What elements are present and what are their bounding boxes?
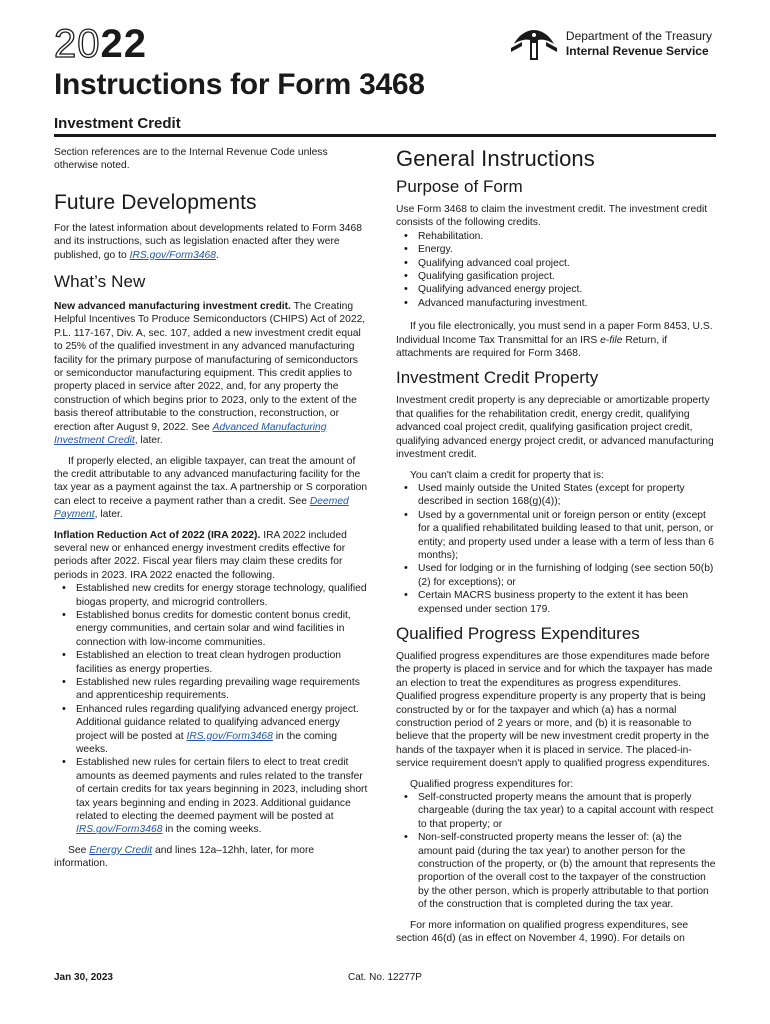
election-paragraph: [54, 455, 369, 522]
adv-text: The Creating Helpful Incentives To Produce Semiconductors (CHIPS) Act of 2022, P.L. 117-167, Div. A, sec. 107, added a new investment credit equal to 25% of the qualified investment in any advanced manufacturing facility for the primary purpose of manufacturing of semiconductors or semiconductor manufacturing equipment. This credit applies to property placed in service after 2022, and, for any property the construction of which begins prior to 2023, only to the extent of the basis thereof attributable to the construction, reconstruction, or erection after August 9, 2022. See: [54, 301, 366, 433]
header-divider: [54, 134, 716, 137]
b6-text: Established new rules for certain filers to elect to treat credit amounts as deemed payments and rules related to the transfer of certain credits for tax years beginning in 2023, including short tax years beginning and ending in 2023. Additional guidance related to electing the deemed payment will be posted at: [76, 757, 368, 823]
advanced-manufacturing-link[interactable]: Advanced Manufacturing Investment Credit: [54, 421, 327, 447]
year-outline-digits: 20: [54, 22, 101, 66]
future-developments-paragraph: [54, 222, 369, 262]
form3468-link[interactable]: IRS.gov/Form3468: [129, 249, 216, 261]
list-item: • Established bonus credits for domestic content bonus credit, energy communities, and certain solar and wind facilities in connection with low-income communities.: [54, 609, 369, 649]
qpe-paragraph: Qualified progress expenditures are those expenditures made before the property is placed in service and for which the taxpayer has made an election to treat the expenditures as progress expenditures. Qualified progress expenditure property is any property that is being constructed by or for the taxpayer and which (a) has a normal construction period of 2 years or more, and (b) it is reasonable to believe that the property will be new investment credit property in the hands of the taxpayer when it is placed in service. The placed-in-service requirement doesn't apply to qualified progress expenditures.: [396, 650, 713, 770]
list-item: • Energy.: [396, 243, 716, 256]
b5-tail: in the coming weeks.: [76, 730, 337, 756]
icp-paragraph: Investment credit property is any depreciable or amortizable property that qualifies for the rehabilitation credit, energy credit, qualifying advanced coal project credit, qualifying gasification project credit, qualifying advanced energy project credit, or advanced manufacturing investment credit.: [396, 395, 714, 461]
form3468-link-2[interactable]: IRS.gov/Form3468: [186, 730, 273, 742]
irs-eagle-logo-icon: [508, 22, 560, 66]
left-column: [54, 146, 369, 878]
list-item: • Established an election to treat clean hydrogen production facilities as energy properties.: [54, 649, 369, 676]
energy-credit-link[interactable]: Energy Credit: [89, 844, 153, 856]
list-item: • Self-constructed property means the amount that is properly chargeable (during the tax year) to a capital account with respect to that property; or: [396, 791, 716, 831]
future-developments-heading: Future Developments: [54, 190, 257, 214]
future-text: For the latest information about developments related to Form 3468 and its instructions, such as legislation enacted after they were published, go to: [54, 222, 362, 261]
cant-claim-list: [396, 482, 716, 616]
cant-claim-paragraph: You can't claim a credit for property that is:: [410, 469, 604, 481]
list-item: • Used for lodging or in the furnishing of lodging (see section 50(b)(2) for exceptions); or: [396, 562, 716, 589]
list-item: • Certain MACRS business property to the extent it has been expensed under section 179.: [396, 589, 716, 616]
intro-paragraph: Section references are to the Internal Revenue Code unless otherwise noted.: [54, 147, 328, 172]
qpe-for-paragraph: Qualified progress expenditures for:: [410, 778, 574, 790]
general-instructions-heading: General Instructions: [396, 146, 595, 171]
form-year: [54, 22, 147, 66]
purpose-of-form-heading: Purpose of Form: [396, 177, 523, 196]
efile-paragraph: [396, 320, 716, 360]
list-item: • Used by a governmental unit or foreign person or entity (except for a qualified rehabilitated building leased to that unit, person, or entity; and property used under a lease with a term of less than 6 months);: [396, 509, 716, 563]
whats-new-heading: What’s New: [54, 272, 146, 292]
list-item: • Established new rules regarding prevailing wage requirements and apprenticeship requirements.: [54, 676, 369, 703]
b6-tail: in the coming weeks.: [162, 824, 262, 836]
list-item: • Rehabilitation.: [396, 230, 716, 243]
qpe-list: [396, 791, 716, 912]
right-column: [396, 146, 716, 953]
see-energy-credit-paragraph: [54, 844, 369, 871]
page-title: Instructions for Form 3468: [54, 68, 425, 101]
advanced-manufacturing-paragraph: [54, 300, 369, 447]
agency-department: Department of the Treasury: [565, 29, 712, 43]
purpose-paragraph: Use Form 3468 to claim the investment credit. The investment credit consists of the following credits.: [396, 204, 708, 229]
list-item: • Qualifying advanced coal project.: [396, 257, 716, 270]
ira-text: IRA 2022 included several new or enhanced energy investment credits effective for periods after 2022. Fiscal year filers may claim these credits for periods in 2023. IRA 2022 enacted the following.: [54, 529, 347, 581]
see-tail: and lines 12a–12hh, later, for more information.: [54, 844, 315, 870]
efile-pre: If you file electronically, you must send in a paper Form 8453, U.S. Individual Income Tax Transmittal for an IRS: [396, 321, 713, 346]
list-item: [54, 703, 369, 757]
list-item: • Non-self-constructed property means the lesser of: (a) the amount paid (during the tax year) to another person for the construction of the property, or (b) the amount that represents the proportion of the overall cost to the taxpayer of the construction by the other person, which is properly attributable to that portion of the construction that is completed during the tax year.: [396, 831, 716, 911]
ira-paragraph: [54, 529, 369, 583]
list-item: • Used mainly outside the United States (except for property described in section 168(g)(4));: [396, 482, 716, 509]
list-item: • Established new credits for energy storage technology, qualified biogas property, and microgrid controllers.: [54, 582, 369, 609]
elect-tail: , later.: [94, 509, 123, 521]
list-item: • Advanced manufacturing investment.: [396, 297, 716, 310]
advanced-manufacturing-runin: New advanced manufacturing investment credit.: [54, 301, 291, 313]
ira-runin: Inflation Reduction Act of 2022 (IRA 2022).: [54, 529, 261, 541]
elect-text: If properly elected, an eligible taxpayer, can treat the amount of the credit attributable to any advanced manufacturing facility for the tax year as a payment against the tax. A partnership or S corporation can elect to receive a payment rather than a credit. See: [54, 455, 368, 507]
see-pre: See: [68, 844, 90, 856]
list-item: • Qualifying gasification project.: [396, 270, 716, 283]
investment-credit-property-heading: Investment Credit Property: [396, 368, 599, 388]
agency-service: Internal Revenue Service: [565, 44, 709, 58]
deemed-payment-link[interactable]: Deemed Payment: [54, 495, 349, 521]
period: .: [216, 249, 219, 261]
b5-text: Enhanced rules regarding qualifying advanced energy project. Additional guidance related to qualifying advanced energy project will be posted at: [76, 703, 359, 742]
efile-tail: Return, if attachments are required for Form 3468.: [396, 334, 668, 360]
list-item: [54, 756, 369, 836]
page-subtitle: Investment Credit: [54, 115, 181, 132]
irs-agency-text: [566, 29, 712, 59]
efile-em: e-file: [600, 334, 623, 346]
more-info-paragraph: For more information on qualified progress expenditures, see section 46(d) (as in effect on November 4, 1990). For details on: [396, 919, 689, 945]
qualified-progress-expenditures-heading: Qualified Progress Expenditures: [396, 623, 640, 643]
irs-header-block: [508, 24, 712, 64]
year-solid-digits: 22: [100, 22, 147, 66]
adv-tail: , later.: [134, 435, 163, 447]
footer-date: Jan 30, 2023: [54, 972, 113, 983]
credits-list: [396, 230, 716, 310]
list-item: • Qualifying advanced energy project.: [396, 283, 716, 296]
form3468-link-3[interactable]: IRS.gov/Form3468: [76, 824, 163, 836]
ira-bullet-list: [54, 582, 369, 837]
footer-catalog-number: Cat. No. 12277P: [348, 972, 422, 983]
